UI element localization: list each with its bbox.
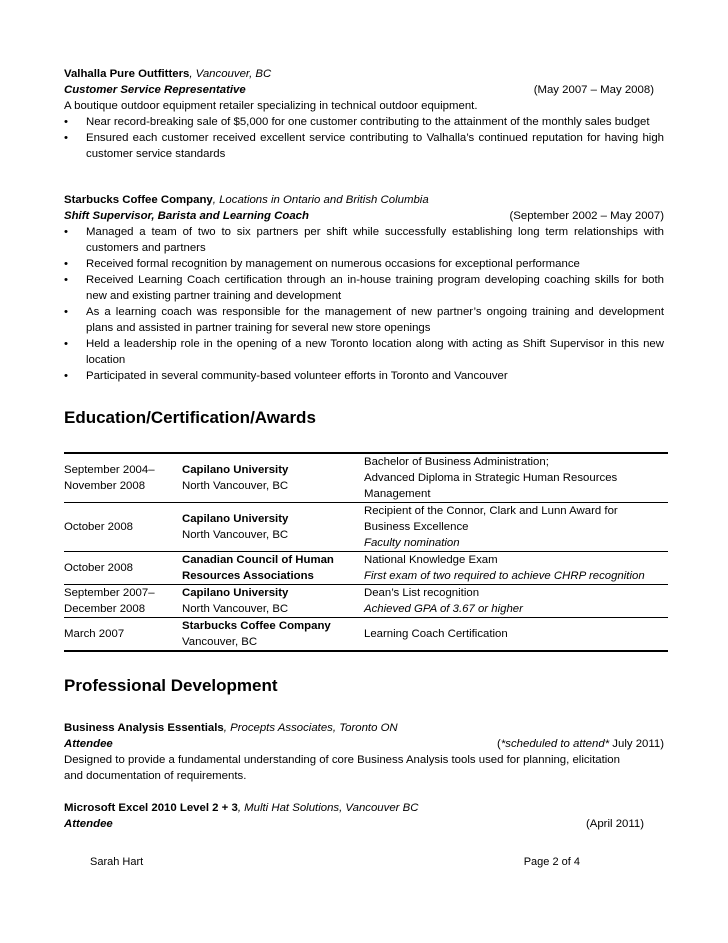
section-heading-education: Education/Certification/Awards [64, 408, 316, 427]
edu-detail: Dean’s List recognition [364, 587, 480, 599]
edu-detail: Faculty nomination [364, 537, 460, 549]
course-role: Attendee [64, 738, 113, 750]
course-role-line [64, 816, 664, 832]
course-description: Designed to provide a fundamental understanding of core Business Analysis tools used for planning, elicitation [64, 754, 620, 766]
bullet-item: • Participated in several community-based volunteer efforts in Toronto and Vancouver [64, 368, 664, 384]
edu-detail: Management [364, 488, 431, 500]
course-name: Business Analysis Essentials [64, 722, 224, 734]
bullet-item: • Ensured each customer received excellent service contributing to Valhalla’s continued reputation for having high customer service standards [64, 130, 664, 162]
company-name: Valhalla Pure Outfitters [64, 68, 190, 80]
edu-org: Capilano University [182, 587, 289, 599]
bullet-item: • Received Learning Coach certification through an in-house training program developing coaching skills for both new and existing partner training and development [64, 272, 664, 304]
course-provider: , Multi Hat Solutions, Vancouver BC [237, 802, 419, 814]
job-valhalla [64, 66, 664, 162]
edu-org: Capilano University [182, 464, 289, 476]
edu-date: September 2007– [64, 587, 155, 599]
footer-name: Sarah Hart [90, 856, 144, 868]
job-title: Shift Supervisor, Barista and Learning Coach [64, 210, 309, 222]
edu-detail: National Knowledge Exam [364, 554, 498, 566]
edu-detail: Bachelor of Business Administration; [364, 456, 549, 468]
date-close: July 2011) [609, 738, 664, 750]
bullet-item: • Held a leadership role in the opening of a new Toronto location along with acting as Shift Supervisor in this new location [64, 336, 664, 368]
edu-org-location: North Vancouver, BC [182, 529, 289, 541]
edu-org: Starbucks Coffee Company [182, 620, 331, 632]
edu-org: Canadian Council of Human [182, 554, 334, 566]
date-note: *scheduled to attend* [500, 738, 610, 750]
edu-date: September 2004– [64, 464, 155, 476]
edu-detail: Business Excellence [364, 521, 469, 533]
job-starbucks [64, 192, 664, 384]
job-header [64, 66, 664, 82]
bullet-item: • Managed a team of two to six partners per shift while successfully establishing long term relationships with customers and partners [64, 224, 664, 256]
course-excel [64, 800, 664, 832]
table-row [64, 503, 668, 552]
company-name: Starbucks Coffee Company [64, 194, 213, 206]
section-heading-professional: Professional Development [64, 676, 278, 695]
edu-date: October 2008 [64, 521, 134, 533]
footer-page-number: Page 2 of 4 [523, 856, 580, 868]
job-title-line [64, 208, 664, 224]
job-dates: (September 2002 – May 2007) [509, 210, 664, 222]
edu-org: Capilano University [182, 513, 289, 525]
course-role-line [64, 736, 664, 752]
edu-org-location: North Vancouver, BC [182, 603, 289, 615]
edu-date: November 2008 [64, 480, 146, 492]
edu-detail: Advanced Diploma in Strategic Human Resources [364, 472, 618, 484]
course-dates [497, 736, 664, 752]
edu-date: October 2008 [64, 562, 134, 574]
job-dates: (May 2007 – May 2008) [533, 84, 654, 96]
company-location: , Locations in Ontario and British Columbia [212, 194, 429, 206]
date-open: ( [497, 738, 501, 750]
company-location: , Vancouver, BC [189, 68, 272, 80]
edu-org: Resources Associations [182, 570, 314, 582]
course-header [64, 720, 664, 736]
job-title: Customer Service Representative [64, 84, 246, 96]
course-description: and documentation of requirements. [64, 770, 247, 782]
course-dates: (April 2011) [585, 818, 644, 830]
edu-detail: Learning Coach Certification [364, 628, 508, 640]
edu-date: December 2008 [64, 603, 146, 615]
edu-detail: Recipient of the Connor, Clark and Lunn Award for [364, 505, 618, 517]
course-header [64, 800, 664, 816]
edu-date: March 2007 [64, 628, 125, 640]
table-row [64, 585, 668, 618]
table-row [64, 453, 668, 503]
bullet-item: • As a learning coach was responsible for the management of new partner’s ongoing training and development plans and assisted in partner training for several new store openings [64, 304, 664, 336]
edu-detail: First exam of two required to achieve CHRP recognition [364, 570, 645, 582]
page-footer [90, 856, 580, 868]
edu-detail: Achieved GPA of 3.67 or higher [364, 603, 523, 615]
course-name: Microsoft Excel 2010 Level 2 + 3 [64, 802, 238, 814]
bullet-item: • Received formal recognition by management on numerous occasions for exceptional performance [64, 256, 664, 272]
table-row [64, 552, 668, 585]
course-provider: , Procepts Associates, Toronto ON [223, 722, 398, 734]
bullet-item: • Near record-breaking sale of $5,000 for one customer contributing to the attainment of the monthly sales budget [64, 114, 664, 130]
education-table [64, 452, 668, 652]
job-header [64, 192, 664, 208]
table-row [64, 618, 668, 652]
course-role: Attendee [64, 818, 113, 830]
course-business-analysis [64, 720, 664, 784]
edu-org-location: Vancouver, BC [182, 636, 258, 648]
edu-org-location: North Vancouver, BC [182, 480, 289, 492]
job-description: A boutique outdoor equipment retailer specializing in technical outdoor equipment. [64, 100, 478, 112]
job-title-line [64, 82, 664, 98]
